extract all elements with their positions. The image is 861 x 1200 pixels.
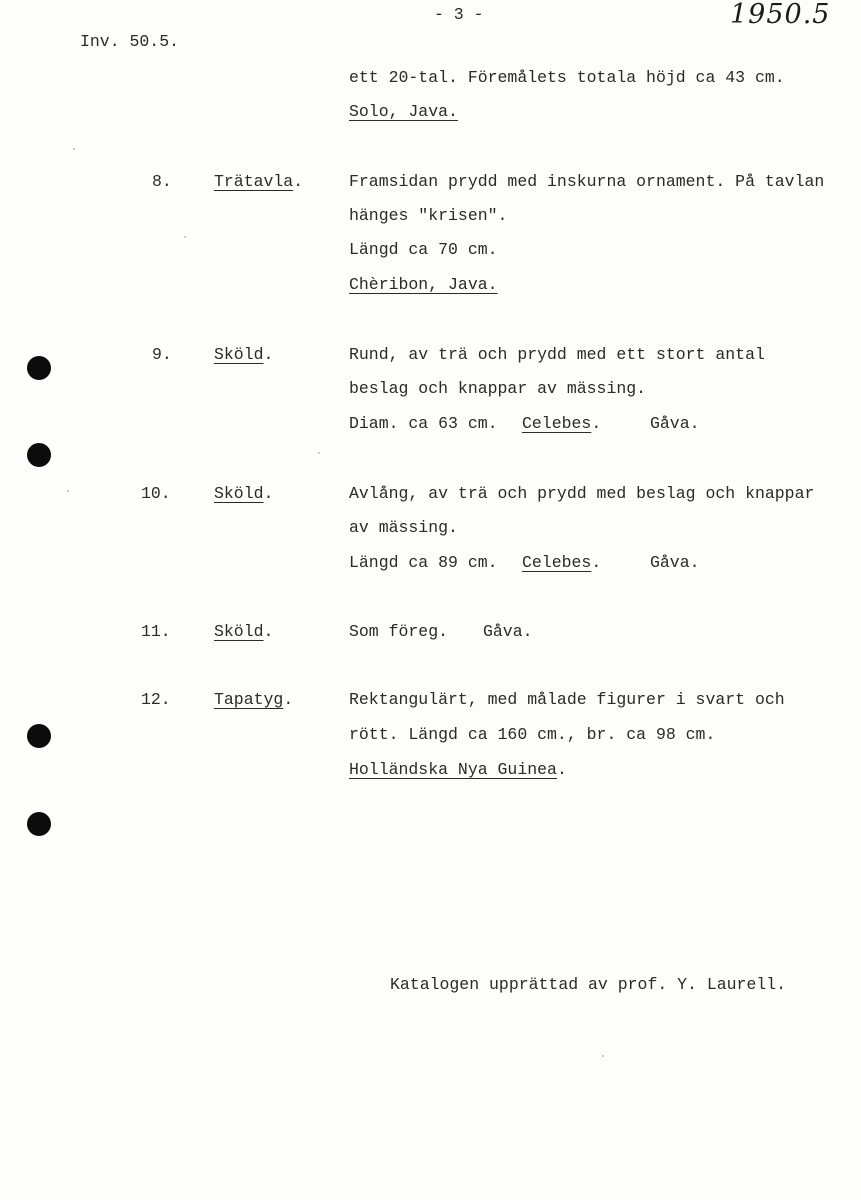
entry-name — [214, 622, 273, 641]
entry-description: beslag och knappar av mässing. — [349, 379, 647, 398]
entry-name-text: Sköld — [214, 345, 264, 364]
entry-number: 11. — [141, 622, 171, 641]
entry-place: Celebes — [522, 414, 592, 433]
punch-hole — [27, 724, 51, 748]
entry-name-suffix: . — [263, 484, 274, 503]
continuation-place: Solo, Java. — [349, 102, 458, 121]
entry-name-suffix: . — [263, 345, 274, 364]
entry-number: 8. — [152, 172, 172, 191]
entry-description: Rektangulärt, med målade figurer i svart och — [349, 690, 785, 709]
entry-name — [214, 690, 293, 709]
entry-number: 9. — [152, 345, 172, 364]
catalog-signature: Katalogen upprättad av prof. Y. Laurell. — [390, 975, 787, 994]
entry-name-suffix: . — [283, 690, 294, 709]
entry-description: Framsidan prydd med inskurna ornament. På tavlan — [349, 172, 825, 191]
paper-speck — [73, 148, 75, 150]
handwritten-number: 1950.5 — [730, 0, 831, 30]
entry-number: 10. — [141, 484, 171, 503]
entry-gift: Gåva. — [650, 414, 700, 433]
entry-name — [214, 172, 303, 191]
paper-speck — [184, 236, 186, 238]
entry-place-suffix: . — [591, 414, 602, 433]
entry-place: Celebes — [522, 553, 592, 572]
entry-measurement: Längd ca 70 cm. — [349, 240, 498, 259]
entry-place-line — [522, 414, 601, 433]
continuation-line: ett 20-tal. Föremålets totala höjd ca 43 cm. — [349, 68, 785, 87]
entry-name-suffix: . — [293, 172, 304, 191]
entry-measurement: Längd ca 89 cm. — [349, 553, 498, 572]
entry-measurement: Diam. ca 63 cm. — [349, 414, 498, 433]
page-number: - 3 - — [434, 5, 484, 24]
entry-name-text: Sköld — [214, 484, 264, 503]
entry-description: Som föreg. — [349, 622, 449, 641]
paper-speck — [602, 1055, 604, 1057]
entry-number: 12. — [141, 690, 171, 709]
entry-description: rött. Längd ca 160 cm., br. ca 98 cm. — [349, 725, 716, 744]
entry-name-text: Trätavla — [214, 172, 294, 191]
entry-description: Avlång, av trä och prydd med beslag och knappar — [349, 484, 815, 503]
entry-description: Rund, av trä och prydd med ett stort antal — [349, 345, 765, 364]
entry-place-suffix: . — [556, 760, 567, 779]
entry-description: hänges "krisen". — [349, 206, 508, 225]
entry-place: Chèribon, Java. — [349, 275, 498, 294]
inventory-number: Inv. 50.5. — [80, 32, 180, 51]
entry-name — [214, 345, 273, 364]
entry-place: Holländska Nya Guinea — [349, 760, 557, 779]
punch-hole — [27, 356, 51, 380]
punch-hole — [27, 443, 51, 467]
entry-name-text: Sköld — [214, 622, 264, 641]
entry-name-suffix: . — [263, 622, 274, 641]
entry-place-line — [349, 760, 567, 779]
entry-gift: Gåva. — [650, 553, 700, 572]
paper-speck — [318, 452, 320, 454]
paper-speck — [67, 490, 69, 492]
entry-place-line — [522, 553, 601, 572]
entry-name-text: Tapatyg — [214, 690, 284, 709]
entry-gift: Gåva. — [483, 622, 533, 641]
entry-place-suffix: . — [591, 553, 602, 572]
punch-hole — [27, 812, 51, 836]
entry-name — [214, 484, 273, 503]
entry-description: av mässing. — [349, 518, 458, 537]
